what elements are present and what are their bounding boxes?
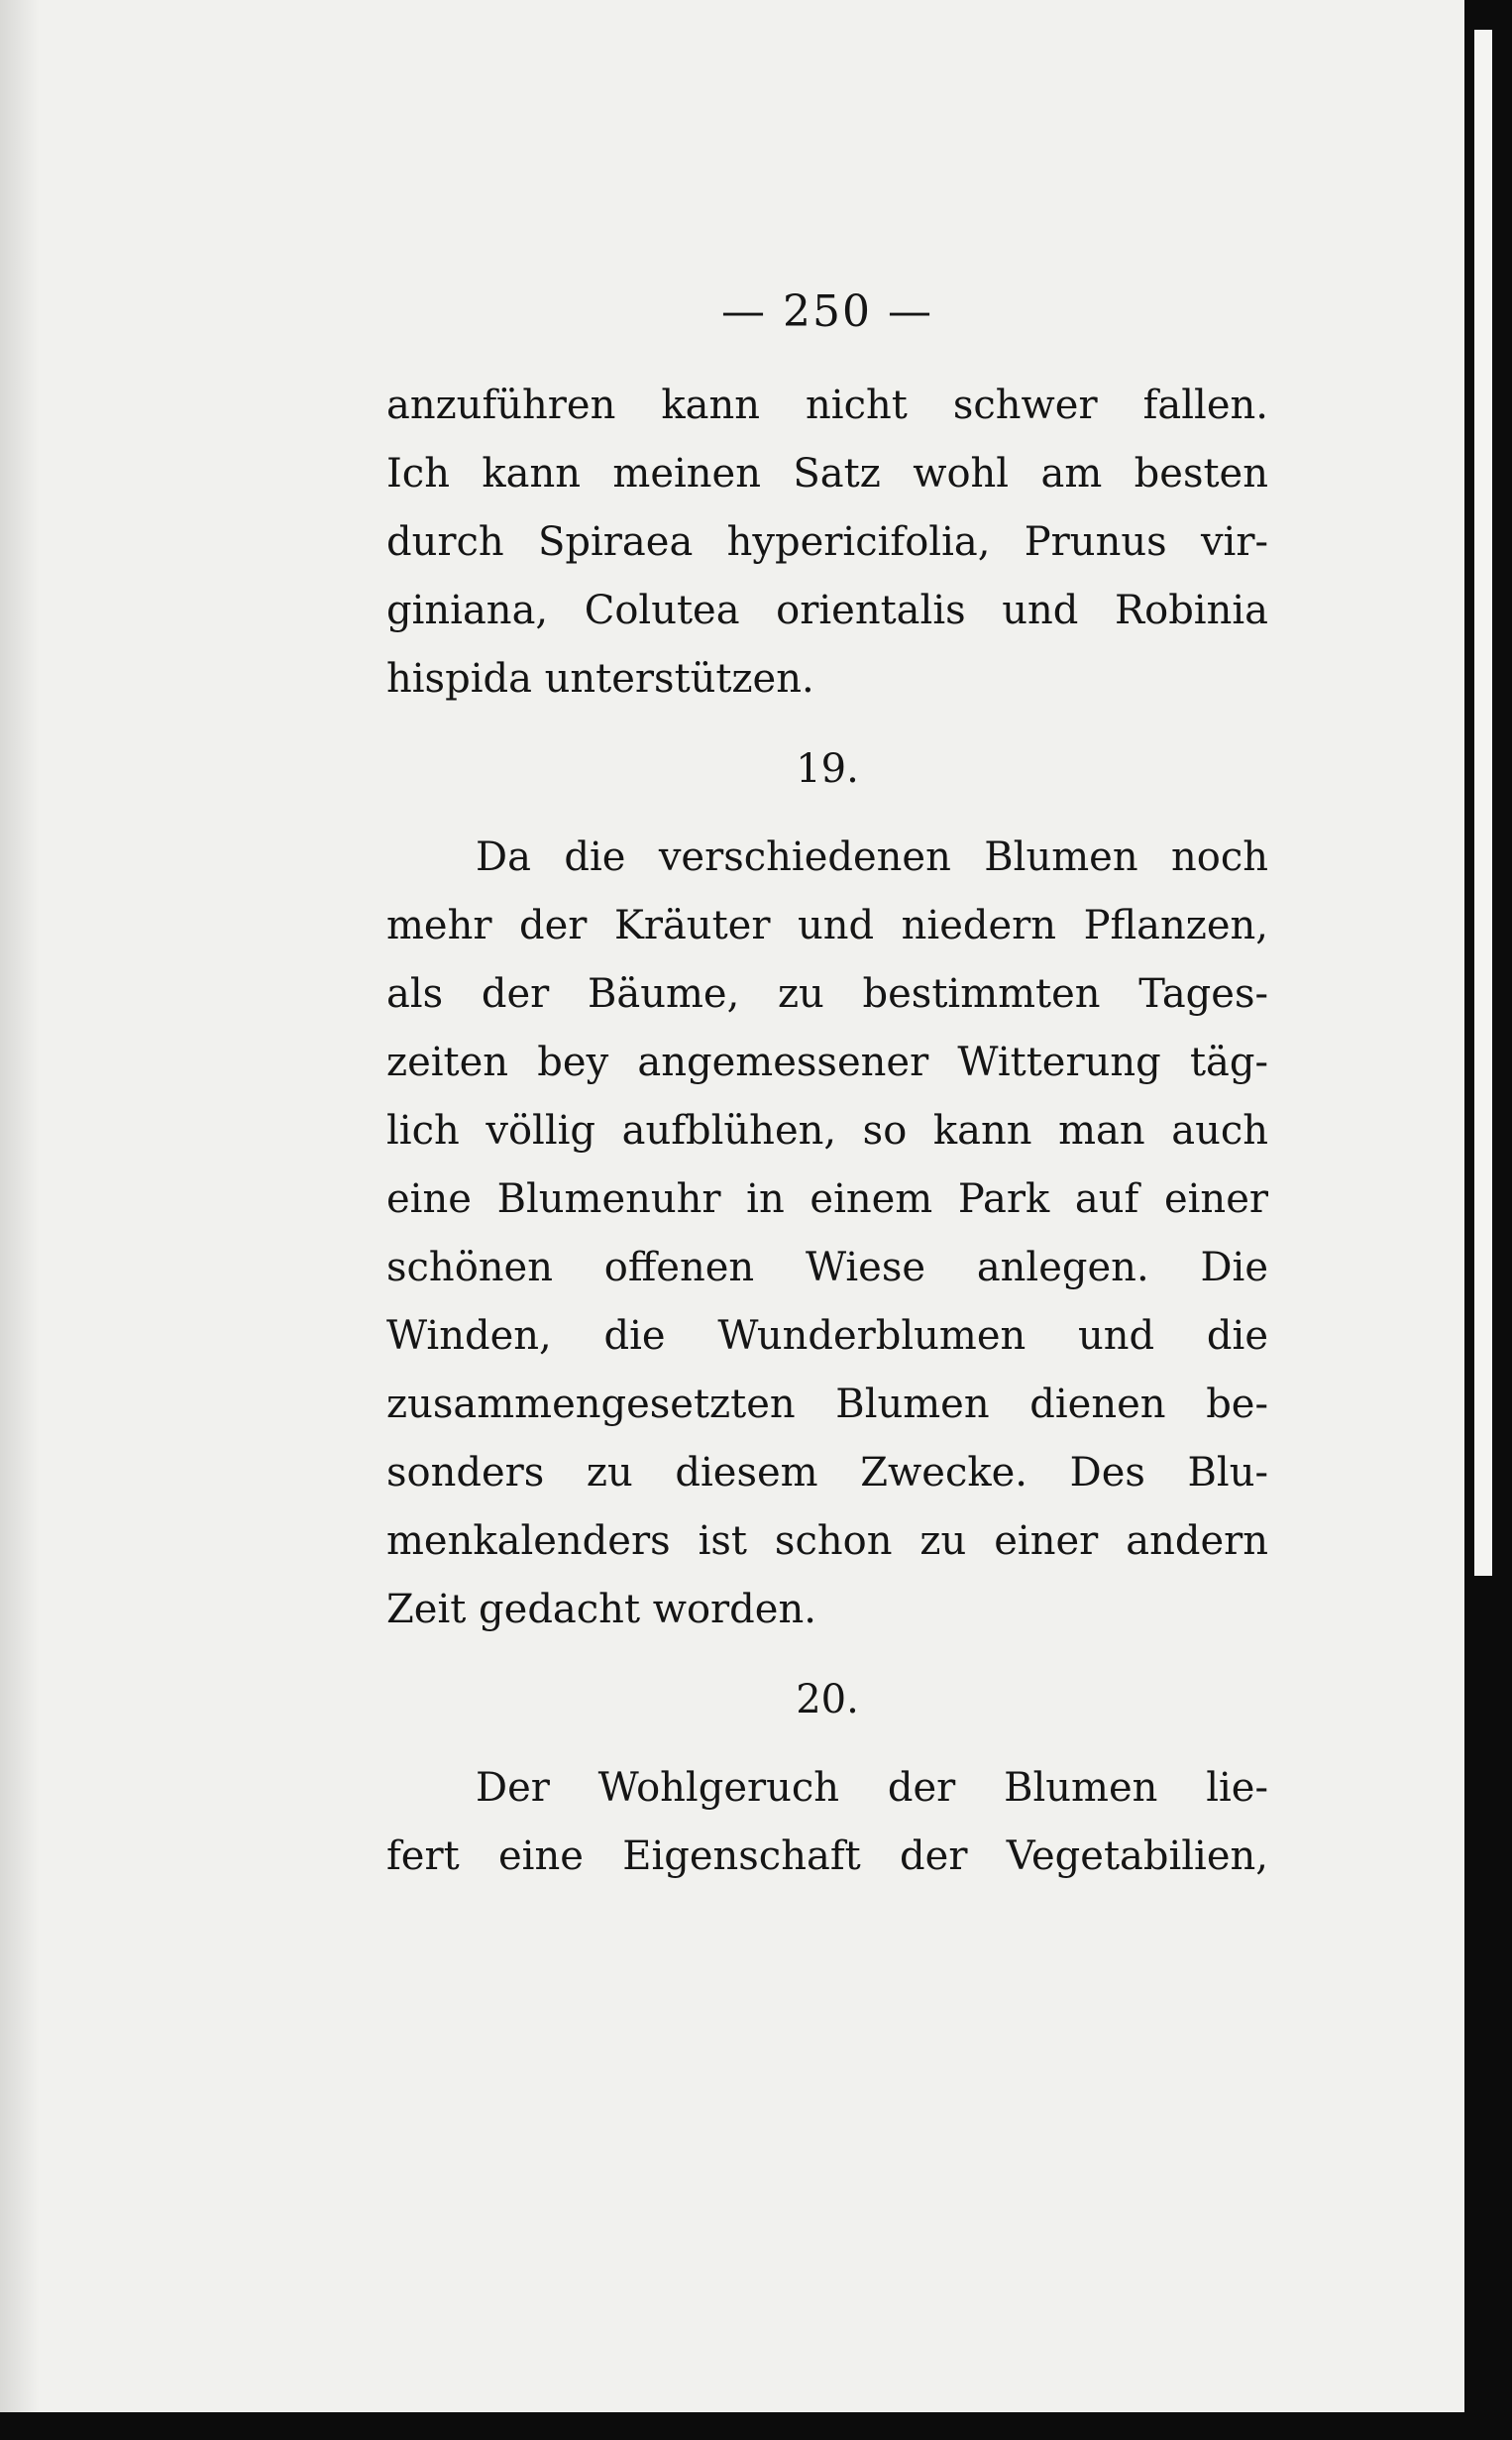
text-line: Ich kann meinen Satz wohl am besten	[386, 451, 1268, 497]
paragraph-section-20	[386, 1754, 1268, 1891]
text-line: eine Blumenuhr in einem Park auf einer	[386, 1176, 1268, 1222]
text-line: zeiten bey angemessener Witterung täg-	[386, 1040, 1268, 1085]
text-line: Der Wohlgeruch der Blumen lie-	[476, 1765, 1268, 1811]
text-line: sonders zu diesem Zwecke. Des Blu-	[386, 1450, 1268, 1496]
text-line: giniana, Colutea orientalis und Robinia	[386, 588, 1268, 633]
text-line: fert eine Eigenschaft der Vegetabilien,	[386, 1833, 1268, 1879]
text-line: als der Bäume, zu bestimmten Tages-	[386, 971, 1268, 1017]
text-line: Zeit gedacht worden.	[386, 1587, 816, 1632]
text-line: schönen offenen Wiese anlegen. Die	[386, 1245, 1268, 1290]
page-text	[386, 282, 1268, 1891]
text-line: durch Spiraea hypericifolia, Prunus vir-	[386, 519, 1268, 565]
text-line: anzuführen kann nicht schwer fallen.	[386, 383, 1268, 428]
text-line: zusammengesetzten Blumen dienen be-	[386, 1382, 1268, 1427]
text-line: lich völlig aufblühen, so kann man auch	[386, 1108, 1268, 1154]
text-line: menkalenders ist schon zu einer andern	[386, 1518, 1268, 1564]
text-line: hispida unterstützen.	[386, 656, 814, 702]
text-line: Da die verschiedenen Blumen noch	[476, 834, 1268, 880]
text-line: mehr der Kräuter und niedern Pflanzen,	[386, 903, 1268, 948]
paragraph-section-19	[386, 824, 1268, 1644]
paragraph-continuation	[386, 372, 1268, 714]
scan-border-bottom	[0, 2412, 1512, 2440]
scan-page-edge-strip	[1474, 30, 1492, 1576]
section-number-19: 19.	[796, 746, 859, 792]
page-number-header: — 250 —	[721, 286, 933, 337]
text-line: Winden, die Wunderblumen und die	[386, 1313, 1268, 1359]
section-number-20: 20.	[796, 1677, 859, 1722]
